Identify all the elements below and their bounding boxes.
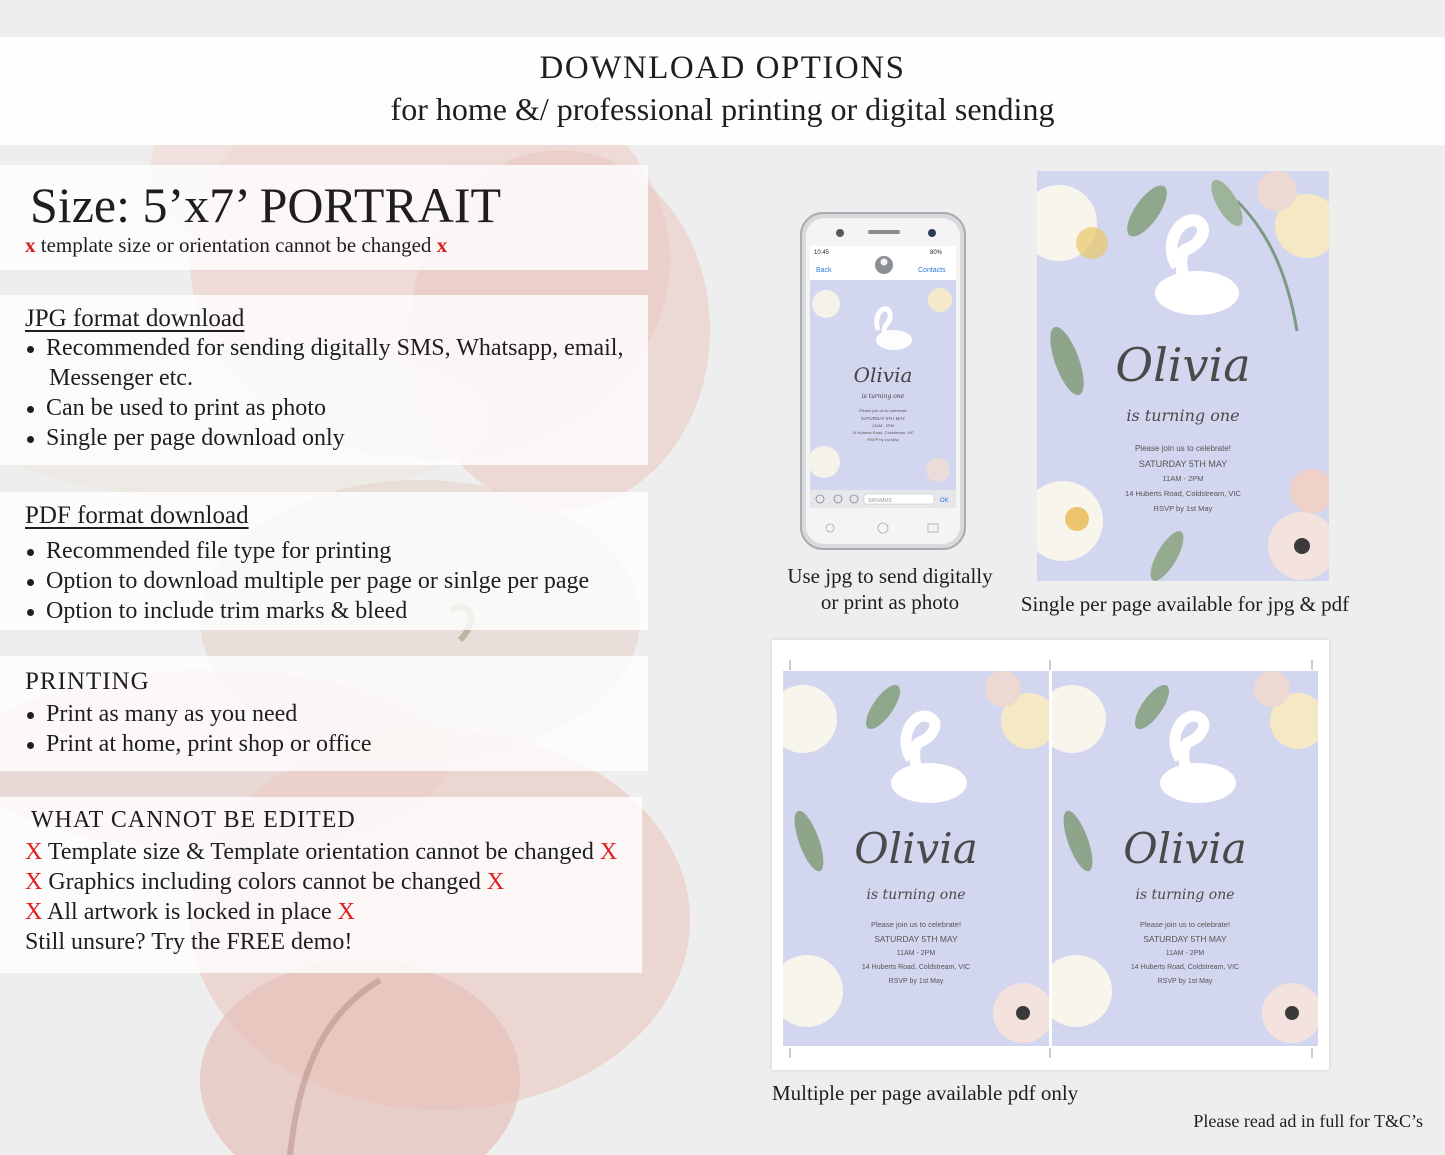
pdf-heading: PDF format download bbox=[25, 502, 249, 529]
red-x-icon: x bbox=[25, 233, 36, 257]
phone-mockup-image bbox=[800, 212, 966, 550]
red-x-icon: X bbox=[25, 869, 43, 895]
cannot-edit-heading: WHAT CANNOT BE EDITED bbox=[31, 807, 356, 833]
sheet-invite-name: Olivia bbox=[854, 824, 978, 873]
size-note bbox=[25, 233, 447, 258]
printing-heading: PRINTING bbox=[25, 668, 150, 695]
page-subtitle: for home &/ professional printing or digital sending bbox=[390, 91, 1055, 127]
sheet-invite-line2: SATURDAY 5TH MAY bbox=[874, 934, 958, 944]
phone-invite-line4: 14 Huberts Road, Coldstream, VIC bbox=[852, 430, 914, 435]
invite-line5: RSVP by 1st May bbox=[1153, 504, 1213, 513]
invite-line1: Please join us to celebrate! bbox=[1134, 444, 1232, 453]
sheet-invite-line4: 14 Huberts Road, Coldstream, VIC bbox=[1130, 964, 1240, 971]
phone-invite-line3: 11AM - 2PM bbox=[872, 423, 894, 428]
phone-invite-tagline: is turning one bbox=[861, 393, 905, 400]
phone-invite-name: Olivia bbox=[853, 363, 913, 387]
list-item: Recommended for sending digitally SMS, Whatsapp, email, bbox=[24, 333, 623, 363]
sheet-invite-tagline: is turning one bbox=[866, 887, 966, 903]
single-invitation-image bbox=[1037, 171, 1329, 581]
red-x-icon: x bbox=[436, 233, 448, 257]
red-x-icon: X bbox=[25, 839, 43, 865]
invite-line4: 14 Huberts Road, Coldstream, VIC bbox=[1125, 489, 1241, 498]
jpg-list bbox=[24, 333, 623, 453]
sheet-invite-line3: 11AM - 2PM bbox=[1165, 950, 1205, 957]
red-x-icon: X bbox=[337, 899, 355, 925]
invitation-artwork bbox=[1052, 671, 1318, 1046]
demo-line: Still unsure? Try the FREE demo! bbox=[25, 929, 353, 955]
invite-line2: SATURDAY 5TH MAY bbox=[1138, 459, 1228, 469]
red-x-icon: X bbox=[486, 869, 505, 895]
invitation-artwork bbox=[1037, 171, 1329, 581]
list-item: Single per page download only bbox=[24, 423, 623, 453]
jpg-panel bbox=[0, 295, 648, 465]
footer-note: Please read ad in full for T&C’s bbox=[1193, 1111, 1423, 1131]
page-title: DOWNLOAD OPTIONS bbox=[539, 50, 906, 86]
jpg-heading: JPG format download bbox=[25, 305, 245, 332]
list-item-continuation: Messenger etc. bbox=[49, 365, 193, 391]
single-caption: Single per page available for jpg & pdf bbox=[1020, 592, 1350, 616]
list-item: Option to include trim marks & bleed bbox=[24, 596, 589, 626]
list-item: Print at home, print shop or office bbox=[24, 729, 372, 759]
cannot-edit-line bbox=[25, 867, 504, 897]
sheet-invite-line1: Please join us to celebrate! bbox=[870, 920, 962, 929]
phone-time: 10:45 bbox=[814, 250, 830, 256]
sheet-invite-name: Olivia bbox=[1123, 824, 1247, 873]
size-panel bbox=[0, 165, 648, 270]
sheet-invite-line5: RSVP by 1st May bbox=[1157, 978, 1213, 985]
list-item: Print as many as you need bbox=[24, 699, 372, 729]
phone-caption-line1: Use jpg to send digitally bbox=[787, 564, 993, 588]
red-x-icon: X bbox=[25, 899, 43, 925]
invitation-artwork bbox=[783, 671, 1049, 1046]
list-item: Option to download multiple per page or sinlge per page bbox=[24, 566, 589, 596]
cannot-edit-text: Graphics including colors cannot be changed bbox=[48, 869, 481, 895]
cannot-edit-text: Template size & Template orientation cannot be changed bbox=[47, 839, 594, 865]
phone-caption-line2: or print as photo bbox=[820, 590, 960, 614]
sheet-invitation-left bbox=[783, 671, 1049, 1046]
sheet-invite-line4: 14 Huberts Road, Coldstream, VIC bbox=[861, 964, 971, 971]
cannot-edit-text: All artwork is locked in place bbox=[47, 899, 332, 925]
cannot-edit-panel bbox=[0, 797, 642, 973]
sheet-invite-line1: Please join us to celebrate! bbox=[1139, 920, 1231, 929]
phone-invite-line2: SATURDAY 5TH MAY bbox=[860, 416, 906, 421]
sheet-invite-tagline: is turning one bbox=[1135, 887, 1235, 903]
header-banner bbox=[0, 37, 1445, 145]
phone-invite-line5: RSVP by 1st May bbox=[867, 437, 899, 442]
printing-panel bbox=[0, 656, 648, 771]
pdf-panel bbox=[0, 492, 648, 630]
cannot-edit-line bbox=[25, 837, 617, 867]
list-item: Recommended file type for printing bbox=[24, 536, 589, 566]
invite-name: Olivia bbox=[1115, 338, 1251, 392]
sheet-invite-line2: SATURDAY 5TH MAY bbox=[1143, 934, 1227, 944]
phone-battery: 80% bbox=[930, 250, 943, 256]
sheet-invite-line5: RSVP by 1st May bbox=[888, 978, 944, 985]
phone-back-link: Back bbox=[816, 267, 832, 274]
phone-invite-line1: Please join us to celebrate! bbox=[858, 408, 908, 413]
pdf-list bbox=[24, 536, 589, 626]
multiple-per-page-sheet bbox=[772, 640, 1329, 1070]
size-note-text: template size or orientation cannot be changed bbox=[40, 233, 432, 257]
phone-contacts-link: Contacts bbox=[918, 267, 946, 274]
sheet-invite-line3: 11AM - 2PM bbox=[896, 950, 936, 957]
printing-list bbox=[24, 699, 372, 759]
invite-tagline: is turning one bbox=[1126, 406, 1240, 425]
sheet-invitation-right bbox=[1052, 671, 1318, 1046]
list-item: Can be used to print as photo bbox=[24, 393, 623, 423]
invite-line3: 11AM - 2PM bbox=[1162, 474, 1204, 483]
phone-sms-input: SMS/MMS bbox=[868, 498, 892, 504]
phone-ok-button: OK bbox=[940, 498, 949, 504]
cannot-edit-line bbox=[25, 897, 355, 927]
size-title: Size: 5’x7’ PORTRAIT bbox=[30, 177, 502, 233]
red-x-icon: X bbox=[599, 839, 618, 865]
multiple-caption: Multiple per page available pdf only bbox=[772, 1081, 1079, 1105]
phone-caption bbox=[770, 563, 1010, 615]
